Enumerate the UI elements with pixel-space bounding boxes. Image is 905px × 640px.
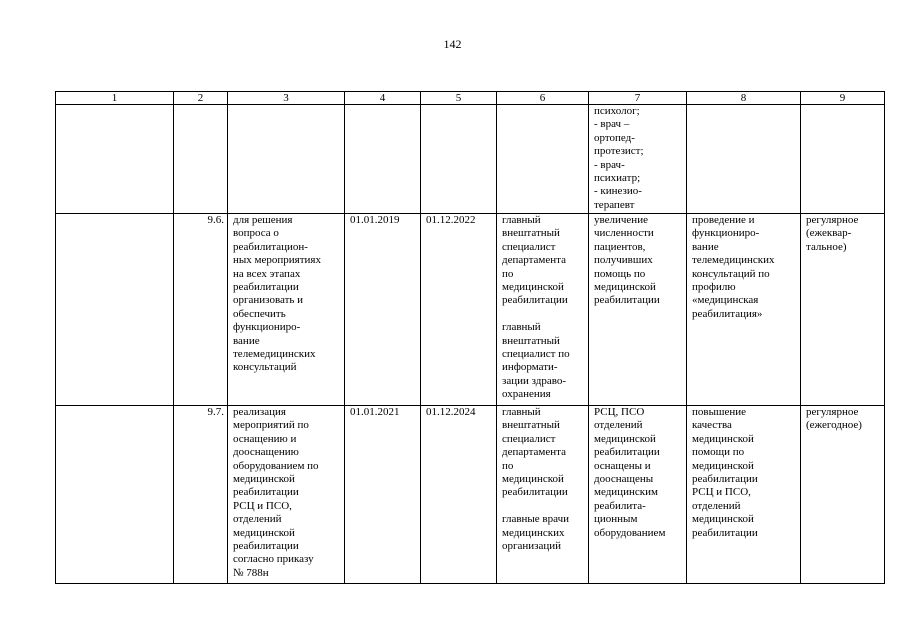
table-cell-col5: [421, 214, 497, 406]
cell-text: увеличение численности пациентов, получивших помощь по медицинской реабилитации: [594, 214, 660, 307]
table-cell-col9: [801, 214, 885, 406]
table-cell-col9: [801, 406, 885, 584]
table-cell-col5: [421, 105, 497, 214]
cell-paragraph: главный внештатный специалист департамента по медицинской реабилитации: [502, 214, 568, 307]
header-cell: 1: [56, 92, 174, 105]
table-cell-col6: [497, 105, 589, 214]
table-cell-col8: [687, 214, 801, 406]
table-cell-col7: [589, 105, 687, 214]
cell-paragraph: главный внештатный специалист департамента по медицинской реабилитации: [502, 406, 568, 499]
table-cell-col3: [228, 105, 345, 214]
cell-text: психолог; - врач – ортопед- протезист; - врач- психиатр; - кинезио- терапевт: [594, 105, 644, 211]
table-cell-col8: [687, 406, 801, 584]
table-cell-col7: [589, 406, 687, 584]
cell-text: 01.12.2024: [426, 406, 476, 418]
table-row: [56, 214, 885, 406]
cell-text: 01.01.2019: [350, 214, 400, 226]
table-cell-col3: [228, 214, 345, 406]
table-cell-col1: [56, 406, 174, 584]
cell-text: 01.12.2022: [426, 214, 476, 226]
table-cell-col2: [174, 214, 228, 406]
table-cell-col5: [421, 406, 497, 584]
header-cell: 5: [421, 92, 497, 105]
table-cell-col4: [345, 105, 421, 214]
cell-text: регулярное (ежегодное): [806, 406, 862, 432]
header-cell: 3: [228, 92, 345, 105]
cell-text: 01.01.2021: [350, 406, 400, 418]
header-cell: 2: [174, 92, 228, 105]
table-cell-col9: [801, 105, 885, 214]
cell-paragraph: главный внештатный специалист по информати- зации здраво- охранения: [502, 321, 570, 401]
table-cell-col4: [345, 214, 421, 406]
cell-text: повышение качества медицинской помощи по медицинской реабилитации РСЦ и ПСО, отделений медицинской реабилитации: [692, 406, 758, 539]
paragraph-gap: [502, 308, 585, 321]
header-cell: 4: [345, 92, 421, 105]
header-cell: 8: [687, 92, 801, 105]
table-cell-col4: [345, 406, 421, 584]
table-row: [56, 105, 885, 214]
table-cell-col3: [228, 406, 345, 584]
header-cell: 7: [589, 92, 687, 105]
table-cell-col6: [497, 214, 589, 406]
cell-text: регулярное (ежеквар- тальное): [806, 214, 859, 253]
header-cell: 6: [497, 92, 589, 105]
cell-text: проведение и функциониро- вание телемедицинских консультаций по профилю «медицинская реабилитация»: [692, 214, 775, 320]
header-cell: 9: [801, 92, 885, 105]
table-cell-col2: [174, 406, 228, 584]
cell-paragraph: главные врачи медицинских организаций: [502, 513, 569, 553]
action-plan-table: [55, 91, 885, 584]
cell-text: 9.7.: [207, 406, 224, 418]
cell-text: для решения вопроса о реабилитацион- ных мероприятиях на всех этапах реабилитации организовать и обеспечить функциониро- вание телемедицинских консультаций: [233, 214, 321, 374]
header-row: [56, 92, 885, 105]
table-cell-col8: [687, 105, 801, 214]
table-cell-col2: [174, 105, 228, 214]
paragraph-gap: [502, 500, 585, 513]
cell-text: 9.6.: [207, 214, 224, 226]
table-cell-col1: [56, 214, 174, 406]
table-row: [56, 406, 885, 584]
table-cell-col1: [56, 105, 174, 214]
cell-text: реализация мероприятий по оснащению и дооснащению оборудованием по медицинской реабилитации РСЦ и ПСО, отделений медицинской реабилитации согласно приказу № 788н: [233, 406, 319, 579]
table-cell-col6: [497, 406, 589, 584]
page-number: 142: [443, 37, 462, 51]
table-cell-col7: [589, 214, 687, 406]
cell-text: РСЦ, ПСО отделений медицинской реабилитации оснащены и дооснащены медицинским реабилита- ционным оборудованием: [594, 406, 666, 539]
